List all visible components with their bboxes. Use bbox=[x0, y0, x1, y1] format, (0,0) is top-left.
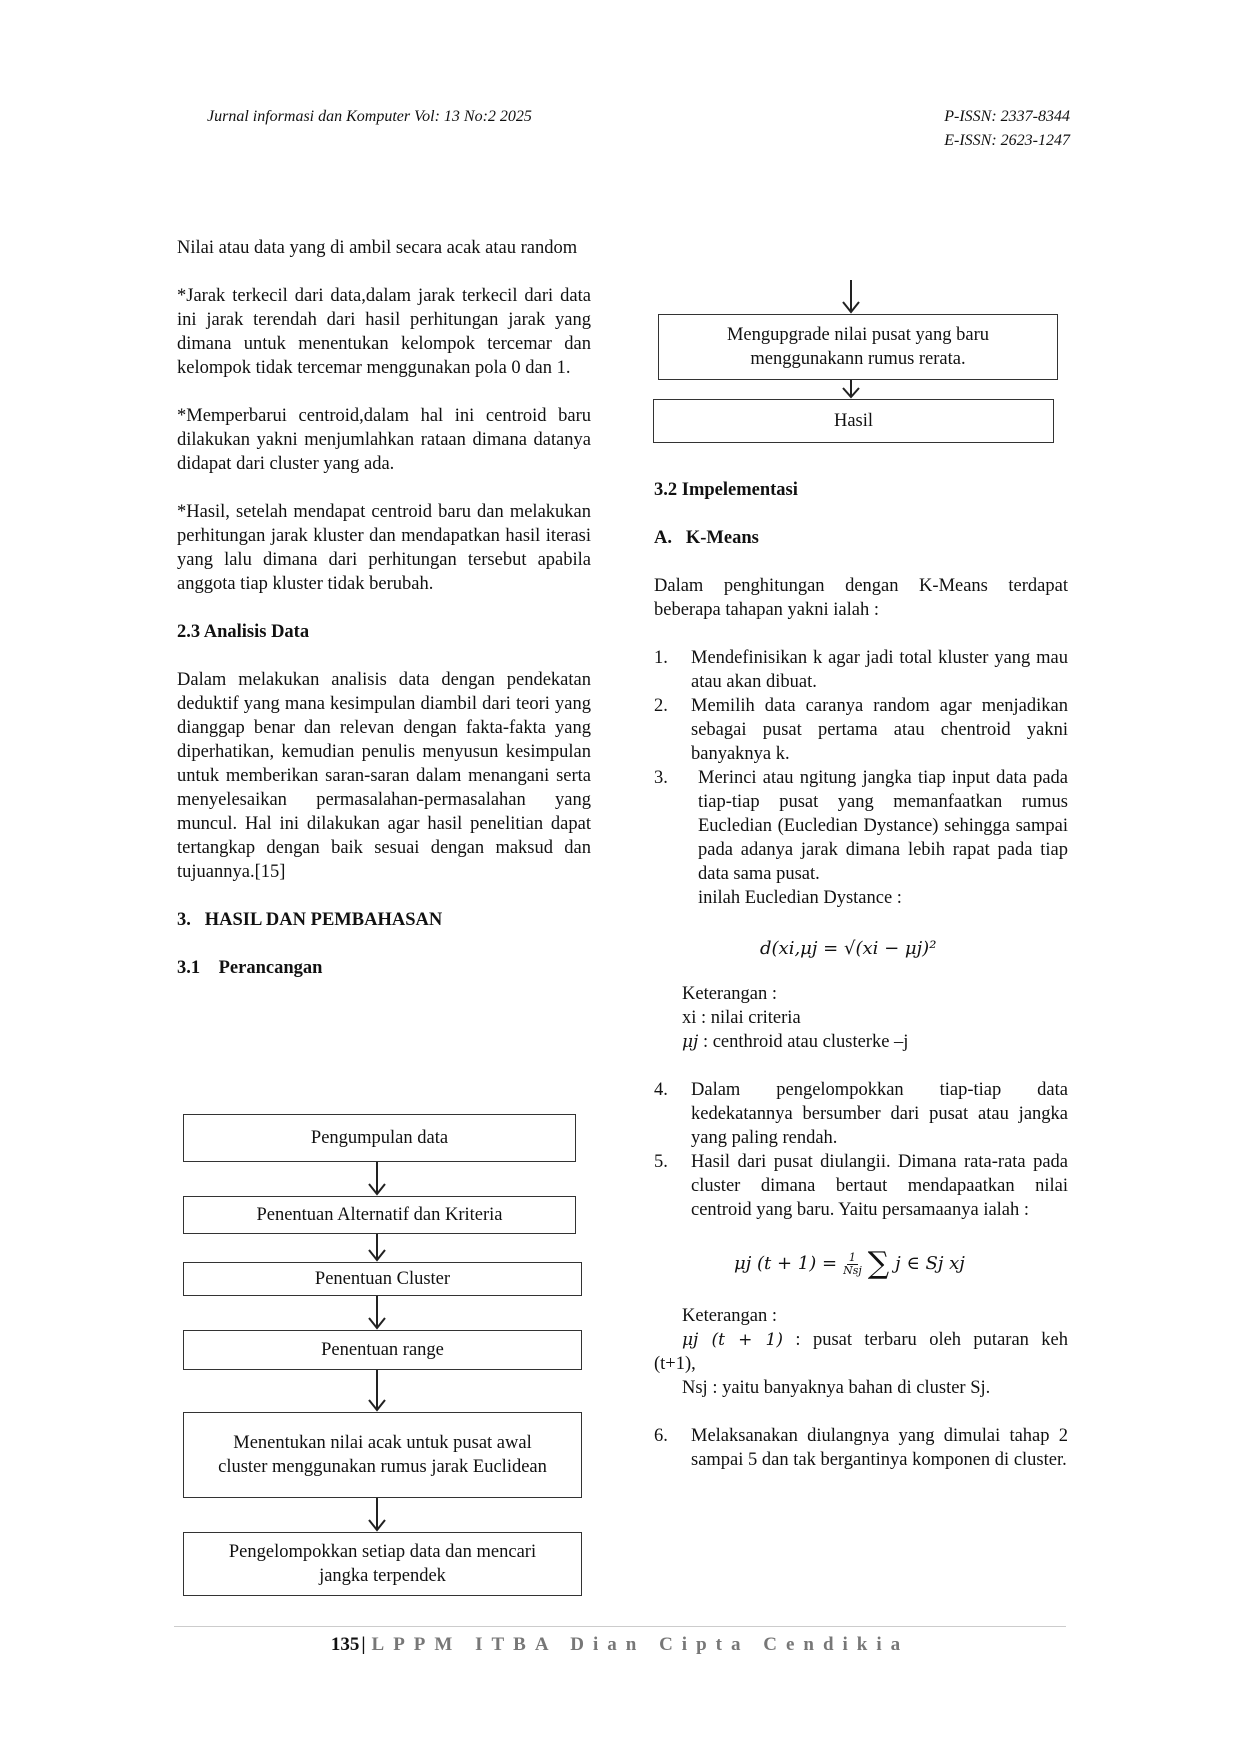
keterangan-line: xi : nilai criteria bbox=[682, 1008, 801, 1028]
steps-list bbox=[654, 646, 1068, 886]
paragraph: Dalam melakukan analisis data dengan pendekatan deduktif yang mana kesimpulan diambil dari teori yang dianggap benar dan relevan dengan fakta-fakta yang diperhatikan, kemudian penulis menyusun kesimpulan untuk memberikan saran-saran dalam menangani serta menyelesaikan permasalahan-permasalahan yang muncul. Hal ini dilakukan agar hasil penelitian dapat tertangkap dengan baik sesuai dengan maksud dan tujuannya.[15] bbox=[177, 670, 591, 882]
list-item bbox=[654, 1150, 1068, 1222]
keterangan-line bbox=[682, 1030, 1068, 1054]
formula-euclidean: d(xi,μj = √(xi − μj)² bbox=[760, 938, 937, 959]
formula-centroid bbox=[654, 1244, 1068, 1284]
e-issn: E-ISSN: 2623-1247 bbox=[944, 132, 1070, 149]
flow-step: Pengumpulan data bbox=[183, 1114, 576, 1162]
list-text: Dalam pengelompokkan tiap-tiap data kedekatannya bersumber dari pusat atau jangka yang paling rendah. bbox=[691, 1080, 1068, 1148]
paragraph: *Jarak terkecil dari data,dalam jarak terkecil dari data ini jarak terendah dari hasil perhitungan jarak yang dimana untuk menentukan kelompok tercemar dan kelompok tidak tercemar menggunakan pola 0 dan 1. bbox=[177, 286, 591, 378]
flow-step: Menentukan nilai acak untuk pusat awal cluster menggunakan rumus jarak Euclidean bbox=[183, 1412, 582, 1498]
list-number: 1. bbox=[654, 648, 668, 668]
sum-symbol: ∑ bbox=[867, 1246, 890, 1281]
paragraph: *Hasil, setelah mendapat centroid baru dan melakukan perhitungan jarak kluster dan mendapatkan hasil iterasi yang lalu dimana dari perhitungan tersebut apabila anggota tiap kluster tidak berubah. bbox=[177, 502, 591, 594]
steps-list-2 bbox=[654, 1078, 1068, 1222]
fraction bbox=[843, 1252, 862, 1277]
flow-step: Pengelompokkan setiap data dan mencari jangka terpendek bbox=[183, 1532, 582, 1596]
keterangan-line: Nsj : yaitu banyaknya bahan di cluster Sj. bbox=[682, 1378, 991, 1398]
keterangan-1 bbox=[654, 982, 1068, 1054]
fraction-denominator: Nsj bbox=[843, 1263, 862, 1277]
steps-list-3 bbox=[654, 1424, 1068, 1472]
flow-step: Penentuan range bbox=[183, 1330, 582, 1370]
footer-rule bbox=[174, 1626, 1066, 1627]
flow-step: Mengupgrade nilai pusat yang baru menggunakann rumus rerata. bbox=[658, 314, 1058, 380]
formula-rhs: j ∈ Sj xj bbox=[895, 1253, 965, 1274]
keterangan-line: (t+1), bbox=[654, 1354, 696, 1374]
list-item bbox=[654, 694, 1068, 766]
list-number: 5. bbox=[654, 1152, 668, 1172]
flow-step: Penentuan Alternatif dan Kriteria bbox=[183, 1196, 576, 1234]
list-number: 6. bbox=[654, 1426, 668, 1446]
footer-org: LPPM ITBA Dian Cipta Cendikia bbox=[371, 1634, 910, 1655]
list-item bbox=[654, 646, 1068, 694]
paragraph: *Memperbarui centroid,dalam hal ini centroid baru dilakukan yakni menjumlahkan rataan dimana datanya didapat dari cluster yang ada. bbox=[177, 406, 591, 474]
list-number: 2. bbox=[654, 696, 668, 716]
keterangan-text: : centhroid atau clusterke –j bbox=[702, 1032, 909, 1052]
right-column bbox=[654, 478, 1068, 1472]
fraction-numerator: 1 bbox=[848, 1250, 856, 1264]
section-heading: 3. HASIL DAN PEMBAHASAN bbox=[177, 910, 443, 930]
subsection-heading: A. K-Means bbox=[654, 528, 759, 548]
list-text: Mendefinisikan k agar jadi total kluster yang mau atau akan dibuat. bbox=[691, 648, 1068, 692]
journal-title: Jurnal informasi dan Komputer Vol: 13 No:2 2025 bbox=[207, 108, 532, 125]
list-text: Hasil dari pusat diulangii. Dimana rata-rata pada cluster dimana bertaut mendapaatkan nilai centroid yang baru. Yaitu persamaanya ialah : bbox=[691, 1152, 1068, 1220]
keterangan-text: : pusat terbaru oleh putaran keh bbox=[795, 1330, 1069, 1350]
keterangan-title: Keterangan : bbox=[682, 1306, 778, 1326]
keterangan-title: Keterangan : bbox=[682, 984, 778, 1004]
subsection-heading: 3.1 Perancangan bbox=[177, 958, 323, 978]
mu-symbol: μj bbox=[682, 1032, 699, 1052]
formula-lhs: μj (t + 1) = bbox=[734, 1253, 838, 1274]
paragraph: Dalam penghitungan dengan K-Means terdapat beberapa tahapan yakni ialah : bbox=[654, 576, 1068, 620]
list-item bbox=[654, 1078, 1068, 1150]
list-text: Merinci atau ngitung jangka tiap input data pada tiap-tiap pusat yang memanfaatkan rumus Eucledian (Eucledian Dystance) sehingga sampai pada adanya jarak dimana lebih rapat pada tiap data sama pusat. bbox=[698, 768, 1068, 884]
list-text: Melaksanakan diulangnya yang dimulai tahap 2 sampai 5 dan tak bergantinya komponen di cluster. bbox=[691, 1426, 1068, 1470]
list-number: 4. bbox=[654, 1080, 668, 1100]
footer-separator: | bbox=[361, 1634, 366, 1655]
list-item bbox=[654, 1424, 1068, 1472]
mu-symbol: μj (t + 1) bbox=[682, 1330, 784, 1350]
footer bbox=[0, 1634, 1240, 1656]
flow-step: Hasil bbox=[653, 399, 1054, 443]
p-issn: P-ISSN: 2337-8344 bbox=[944, 108, 1070, 125]
list-item bbox=[654, 766, 1068, 886]
paragraph: Nilai atau data yang di ambil secara acak atau random bbox=[177, 238, 578, 258]
section-heading: 2.3 Analisis Data bbox=[177, 622, 310, 642]
flow-step: Penentuan Cluster bbox=[183, 1262, 582, 1296]
list-number: 3. bbox=[654, 768, 668, 788]
keterangan-2 bbox=[654, 1304, 1068, 1400]
list-tail: inilah Eucledian Dystance : bbox=[698, 888, 902, 908]
subsection-heading: 3.2 Impelementasi bbox=[654, 480, 798, 500]
list-text: Memilih data caranya random agar menjadikan sebagai pusat pertama atau chentroid yakni banyaknya k. bbox=[691, 696, 1068, 764]
keterangan-line bbox=[654, 1328, 1068, 1352]
page-number: 135 bbox=[330, 1634, 360, 1655]
